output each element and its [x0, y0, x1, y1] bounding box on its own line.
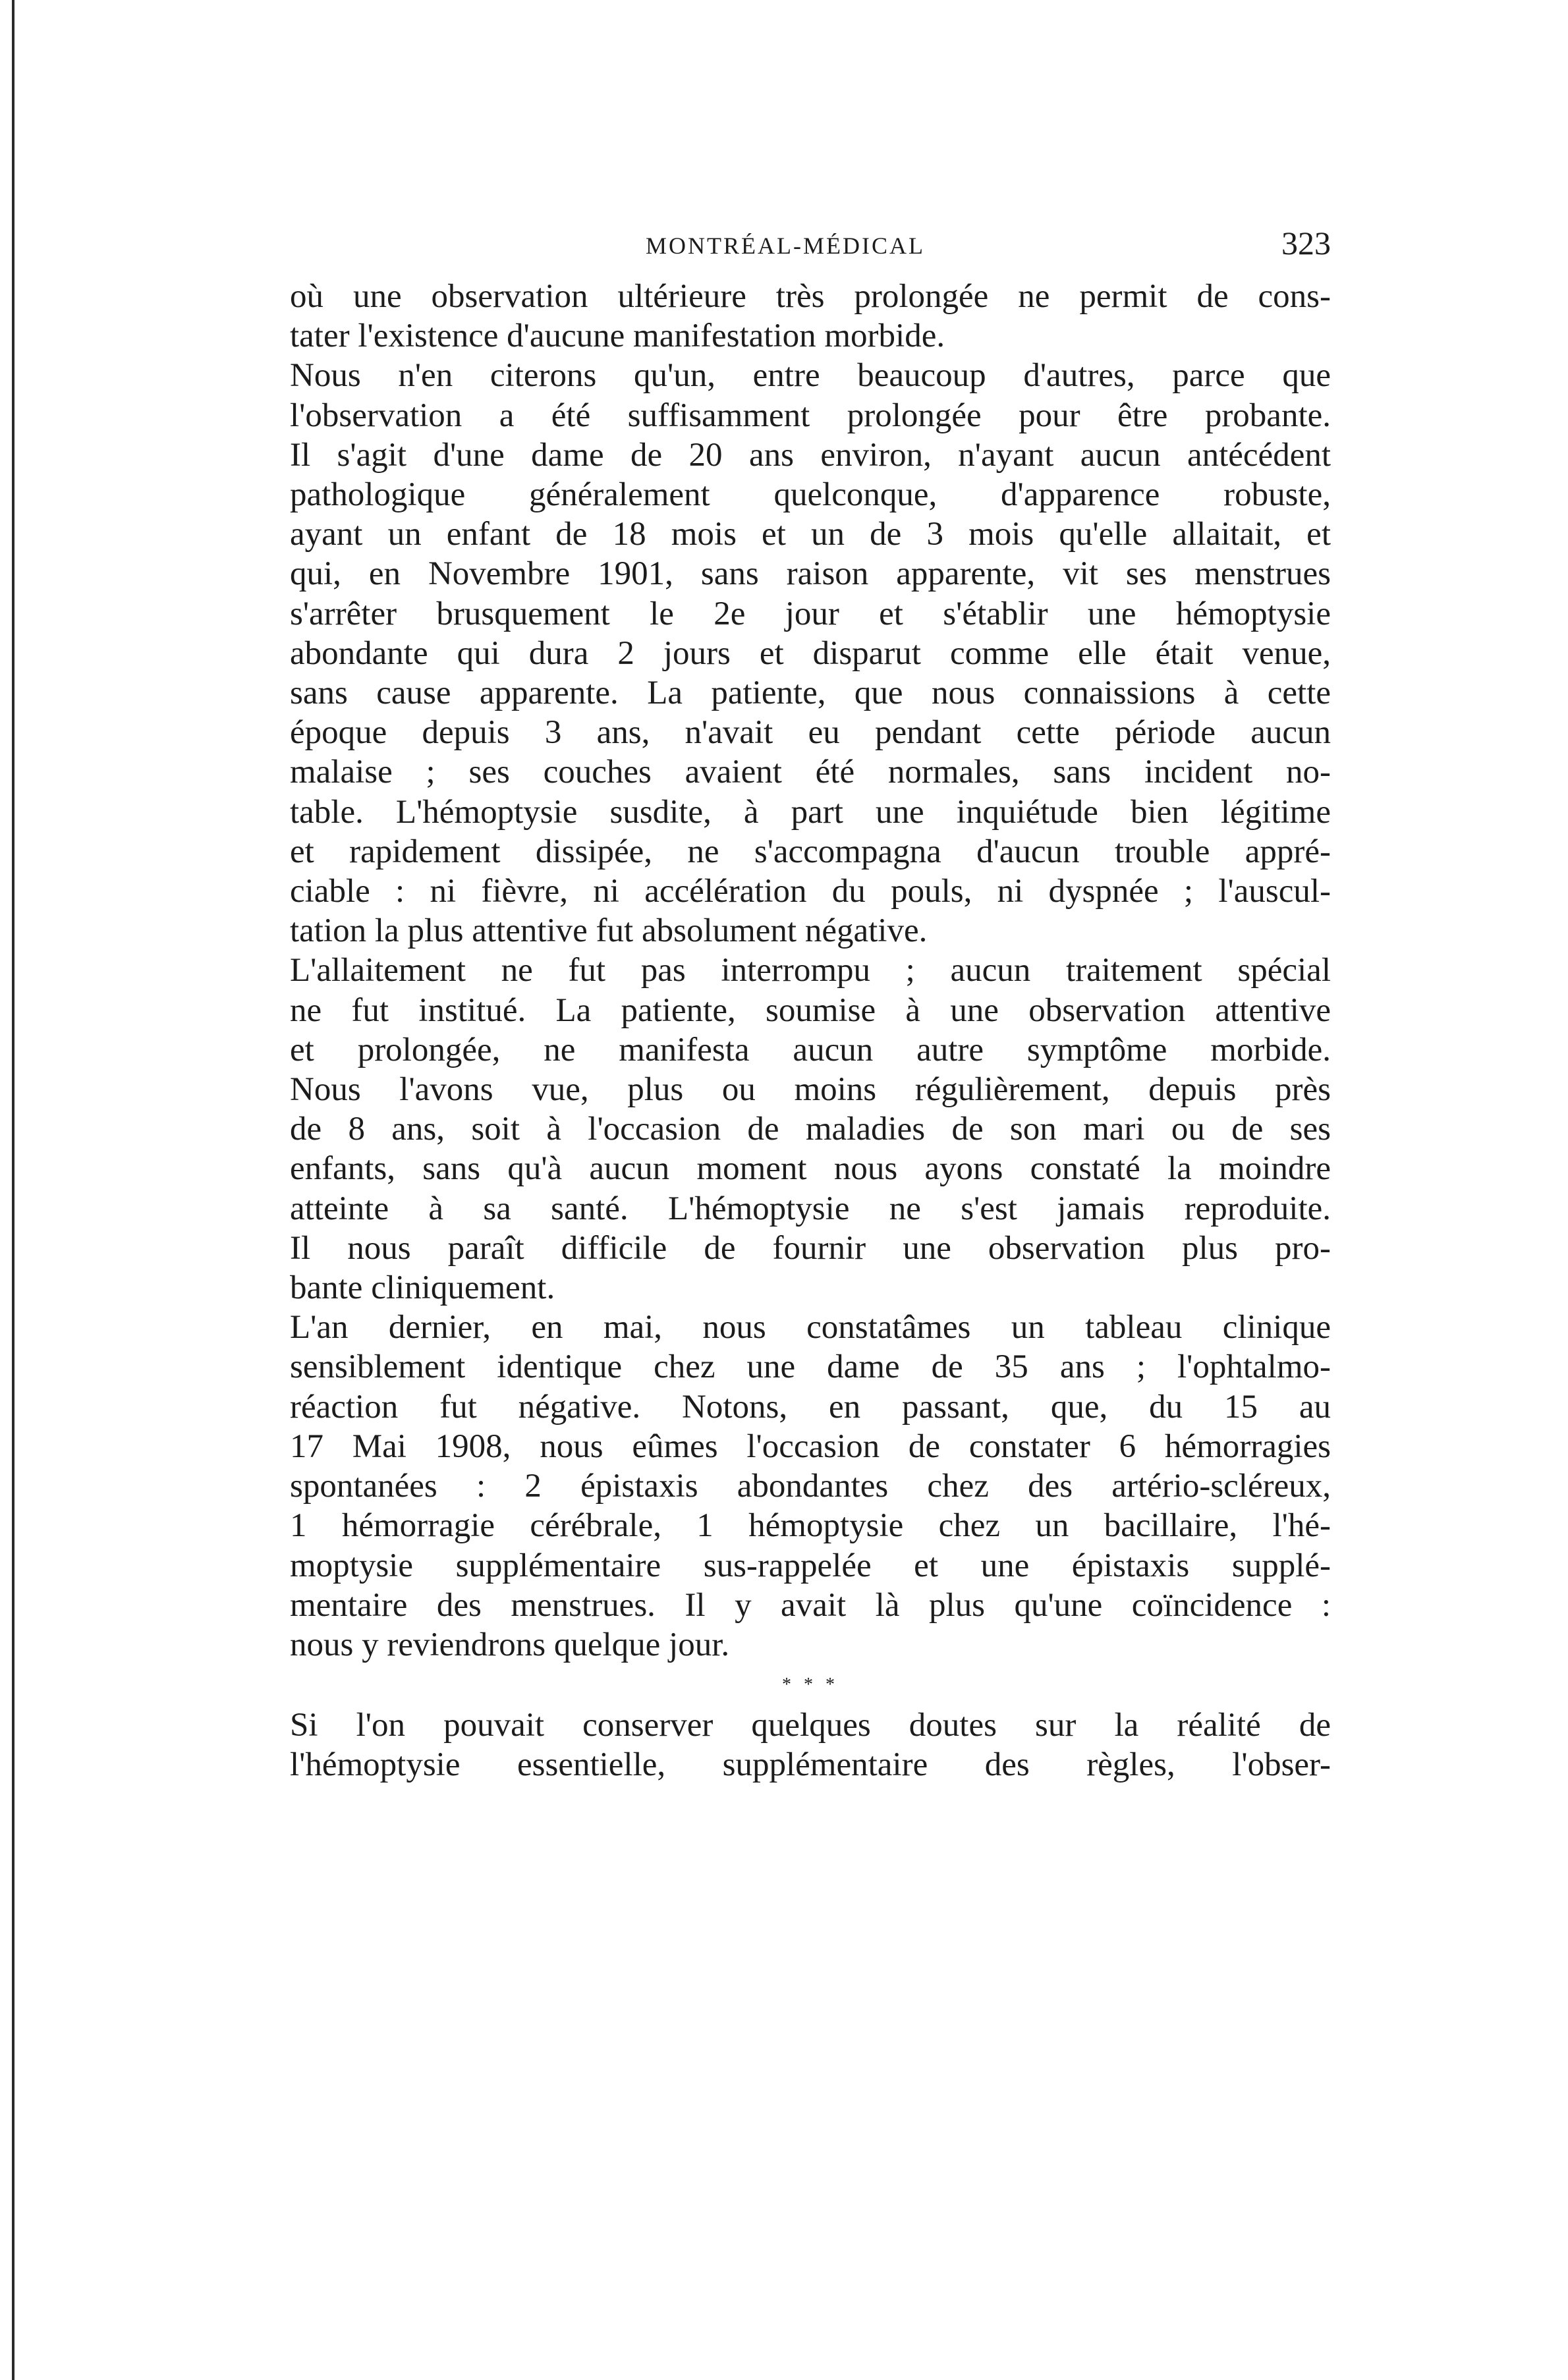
- book-page: [290, 224, 1331, 1785]
- text-line: nous y reviendrons quelque jour.: [290, 1626, 730, 1663]
- text-line: Il nous paraît difficile de fournir une observation plus pro-: [290, 1229, 1331, 1267]
- text-line: 1 hémorragie cérébrale, 1 hémoptysie chez un bacillaire, l'hé-: [290, 1507, 1331, 1545]
- text-line: et prolongée, ne manifesta aucun autre symptôme morbide.: [290, 1031, 1331, 1068]
- text-line: table. L'hémoptysie susdite, à part une inquiétude bien légitime: [290, 793, 1331, 831]
- text-line: bante cliniquement.: [290, 1269, 555, 1307]
- text-line: L'an dernier, en mai, nous constatâmes un tableau clinique: [290, 1309, 1331, 1346]
- text-line: de 8 ans, soit à l'occasion de maladies de son mari ou de ses: [290, 1111, 1331, 1148]
- text-line: l'hémoptysie essentielle, supplémentaire des règles, l'obser-: [290, 1746, 1331, 1784]
- running-title: MONTRÉAL-MÉDICAL: [646, 233, 925, 259]
- text-line: enfants, sans qu'à aucun moment nous ayons constaté la moindre: [290, 1150, 1331, 1188]
- text-line: L'allaitement ne fut pas interrompu ; aucun traitement spécial: [290, 952, 1331, 989]
- text-line: l'observation a été suffisamment prolongée pour être probante.: [290, 397, 1331, 434]
- text-line: Nous n'en citerons qu'un, entre beaucoup d'autres, parce que: [290, 357, 1331, 395]
- text-line: et rapidement dissipée, ne s'accompagna d'aucun trouble appré-: [290, 833, 1331, 870]
- text-line: spontanées : 2 épistaxis abondantes chez des artério-scléreux,: [290, 1468, 1331, 1505]
- text-line: réaction fut négative. Notons, en passant, que, du 15 au: [290, 1388, 1331, 1425]
- text-line: ciable : ni fièvre, ni accélération du pouls, ni dyspnée ; l'auscul-: [290, 873, 1331, 910]
- paragraph: [290, 1705, 1331, 1785]
- text-line: moptysie supplémentaire sus-rappelée et une épistaxis supplé-: [290, 1547, 1331, 1584]
- text-line: abondante qui dura 2 jours et disparut comme elle était venue,: [290, 634, 1331, 672]
- text-line: Il s'agit d'une dame de 20 ans environ, n'ayant aucun antécédent: [290, 436, 1331, 474]
- text-line: mentaire des menstrues. Il y avait là plus qu'une coïncidence :: [290, 1586, 1331, 1624]
- text-line: époque depuis 3 ans, n'avait eu pendant cette période aucun: [290, 714, 1331, 752]
- text-line: Si l'on pouvait conserver quelques doutes sur la réalité de: [290, 1707, 1331, 1744]
- text-line: tater l'existence d'aucune manifestation morbide.: [290, 318, 945, 355]
- text-line: atteinte à sa santé. L'hémoptysie ne s'est jamais reproduite.: [290, 1190, 1331, 1227]
- text-line: ayant un enfant de 18 mois et un de 3 mois qu'elle allaitait, et: [290, 516, 1331, 553]
- page-header: [290, 224, 1331, 277]
- section-separator: * * *: [782, 1674, 839, 1696]
- paragraph: [290, 1308, 1331, 1665]
- text-line: malaise ; ses couches avaient été normales, sans incident no-: [290, 754, 1331, 791]
- paragraph: [290, 277, 1331, 356]
- text-line: tation la plus attentive fut absolument négative.: [290, 912, 928, 950]
- text-line: qui, en Novembre 1901, sans raison apparente, vit ses menstrues: [290, 555, 1331, 593]
- text-line: sans cause apparente. La patiente, que nous connaissions à cette: [290, 675, 1331, 712]
- text-line: où une observation ultérieure très prolongée ne permit de cons-: [290, 278, 1331, 315]
- page-edge-rule: [12, 0, 14, 2380]
- paragraph: [290, 951, 1331, 1308]
- text-line: Nous l'avons vue, plus ou moins régulièrement, depuis près: [290, 1071, 1331, 1109]
- text-line: ne fut institué. La patiente, soumise à une observation attentive: [290, 991, 1331, 1029]
- page-number: 323: [1281, 225, 1331, 262]
- text-line: 17 Mai 1908, nous eûmes l'occasion de constater 6 hémorragies: [290, 1427, 1331, 1465]
- text-line: pathologique généralement quelconque, d'apparence robuste,: [290, 476, 1331, 514]
- paragraph: [290, 356, 1331, 951]
- text-line: sensiblement identique chez une dame de 35 ans ; l'ophtalmo-: [290, 1348, 1331, 1386]
- text-line: s'arrêter brusquement le 2e jour et s'établir une hémoptysie: [290, 595, 1331, 632]
